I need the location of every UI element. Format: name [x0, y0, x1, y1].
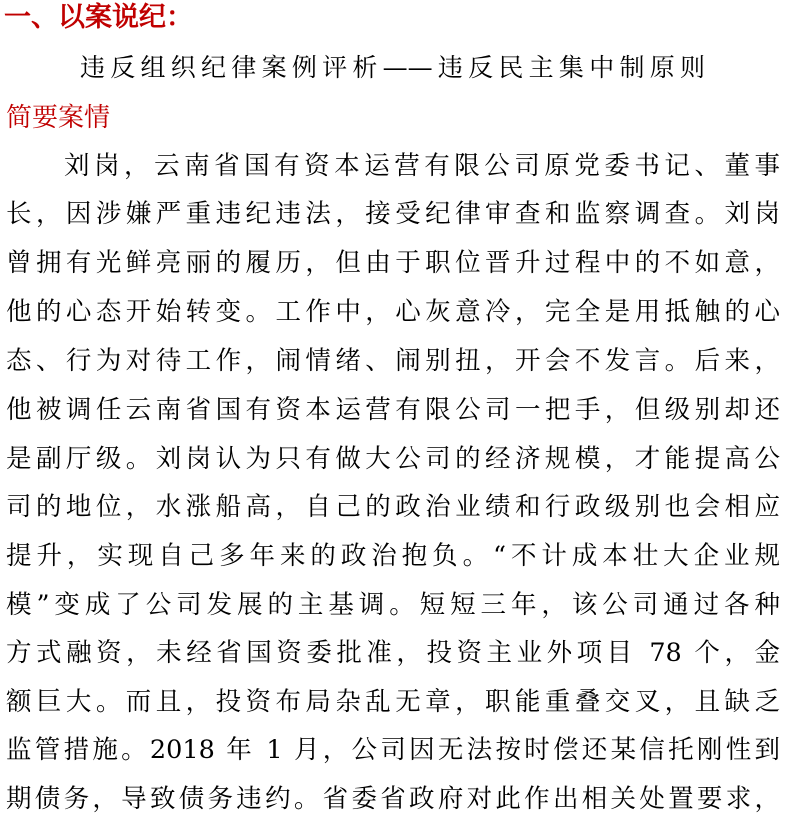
paragraph-line: 方式融资，未经省国资委批准，投资主业外项目 78 个，金	[6, 638, 780, 668]
section-heading: 一、以案说纪：	[4, 2, 193, 33]
case-subtitle: 违反组织纪律案例评析——违反民主集中制原则	[80, 53, 705, 82]
paragraph-line: 曾拥有光鲜亮丽的履历，但由于职位晋升过程中的不如意，	[6, 248, 780, 278]
paragraph-line: 期债务，导致债务违约。省委省政府对此作出相关处置要求，	[6, 784, 780, 814]
paragraph-line: 额巨大。而且，投资布局杂乱无章，职能重叠交叉，且缺乏	[6, 687, 780, 717]
paragraph-line: 刘岗，云南省国有资本运营有限公司原党委书记、董事	[64, 151, 780, 181]
paragraph-line: 他的心态开始转变。工作中，心灰意冷，完全是用抵触的心	[6, 297, 780, 327]
paragraph-line: 他被调任云南省国有资本运营有限公司一把手，但级别却还	[6, 395, 780, 425]
brief-case-heading: 简要案情	[6, 103, 111, 133]
paragraph-line: 是副厅级。刘岗认为只有做大公司的经济规模，才能提高公	[6, 444, 780, 474]
paragraph-line: 态、行为对待工作，闹情绪、闹别扭，开会不发言。后来，	[6, 346, 780, 376]
paragraph-line: 提升，实现自己多年来的政治抱负。“不计成本壮大企业规	[6, 541, 780, 571]
paragraph-line: 司的地位，水涨船高，自己的政治业绩和行政级别也会相应	[6, 492, 780, 522]
paragraph-line: 长，因涉嫌严重违纪违法，接受纪律审查和监察调查。刘岗	[6, 199, 780, 229]
paragraph-line: 监管措施。2018 年 1 月，公司因无法按时偿还某信托刚性到	[6, 735, 780, 765]
paragraph-line: 模”变成了公司发展的主基调。短短三年，该公司通过各种	[6, 590, 780, 620]
